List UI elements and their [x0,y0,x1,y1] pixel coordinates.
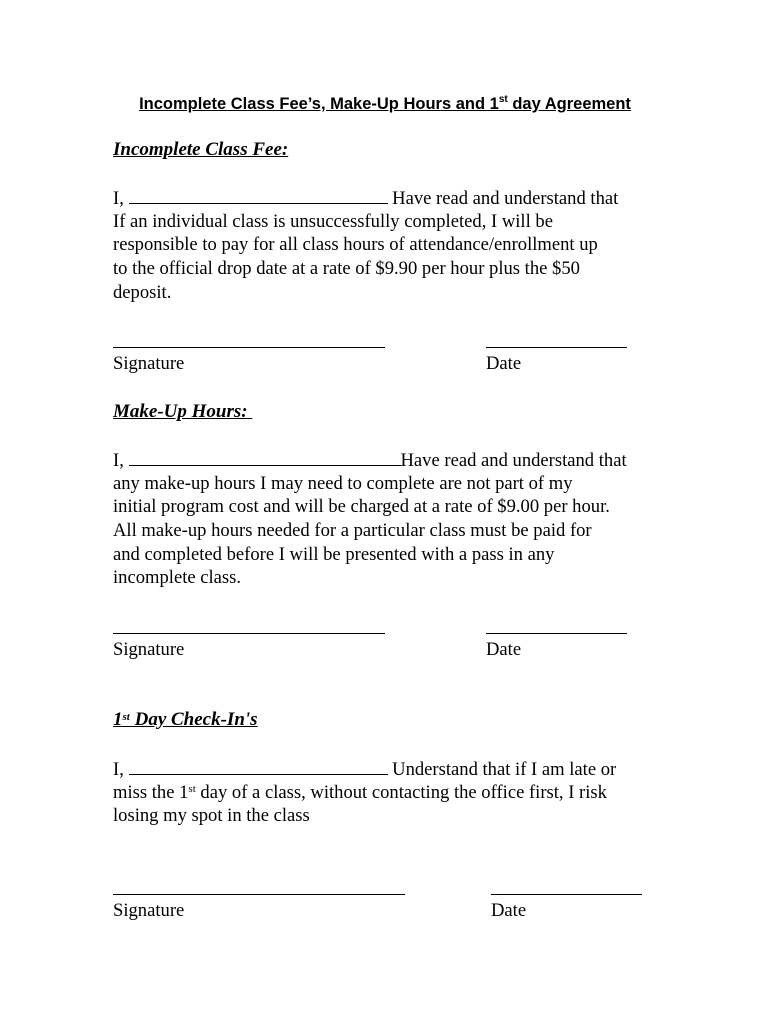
checkin-name-blank[interactable] [129,757,388,775]
checkin-date-label: Date [491,900,527,921]
fee-text-line: deposit. [113,281,172,303]
document-title: Incomplete Class Fee’s, Make-Up Hours and 1st day Agreement [139,94,631,113]
checkin-signature-label: Signature [113,900,185,921]
checkin-text-line: miss the 1st day of a class, without contacting the office first, I risk [113,781,607,803]
makeup-text-line: any make-up hours I may need to complete are not part of my [113,472,573,494]
fee-text-line: to the official drop date at a rate of $9.90 per hour plus the $50 [113,258,580,280]
makeup-date-line[interactable] [486,633,627,634]
make-up-hours-heading: Make-Up Hours: [113,401,248,422]
fee-name-blank[interactable] [129,186,388,204]
makeup-signature-line[interactable] [113,633,385,634]
makeup-text-line: initial program cost and will be charged at a rate of $9.00 per hour. [113,496,610,518]
makeup-name-line: I, Have read and understand that [113,450,627,471]
checkin-date-line[interactable] [491,894,642,895]
makeup-text-line: incomplete class. [113,567,242,589]
fee-date-label: Date [486,353,522,374]
makeup-name-blank[interactable] [129,448,401,466]
first-day-check-in-paragraph [113,757,673,828]
checkin-text-line: losing my spot in the class [113,805,310,827]
first-day-check-in-heading: 1st Day Check-In's [113,709,258,730]
makeup-text-line: All make-up hours needed for a particular class must be paid for [113,520,592,542]
fee-text-line: responsible to pay for all class hours of attendance/enrollment up [113,234,598,256]
checkin-signature-line[interactable] [113,894,405,895]
makeup-signature-label: Signature [113,639,185,660]
fee-signature-label: Signature [113,353,185,374]
checkin-name-line: I, Understand that if I am late or [113,759,617,780]
fee-name-line: I, Have read and understand that [113,188,619,209]
fee-signature-line[interactable] [113,347,385,348]
makeup-text-line: and completed before I will be presented with a pass in any [113,543,555,565]
incomplete-class-fee-paragraph [113,186,673,304]
makeup-date-label: Date [486,639,522,660]
fee-text-line: If an individual class is unsuccessfully completed, I will be [113,210,553,232]
fee-date-line[interactable] [486,347,627,348]
incomplete-class-fee-heading: Incomplete Class Fee: [113,139,289,160]
make-up-hours-paragraph [113,448,673,590]
